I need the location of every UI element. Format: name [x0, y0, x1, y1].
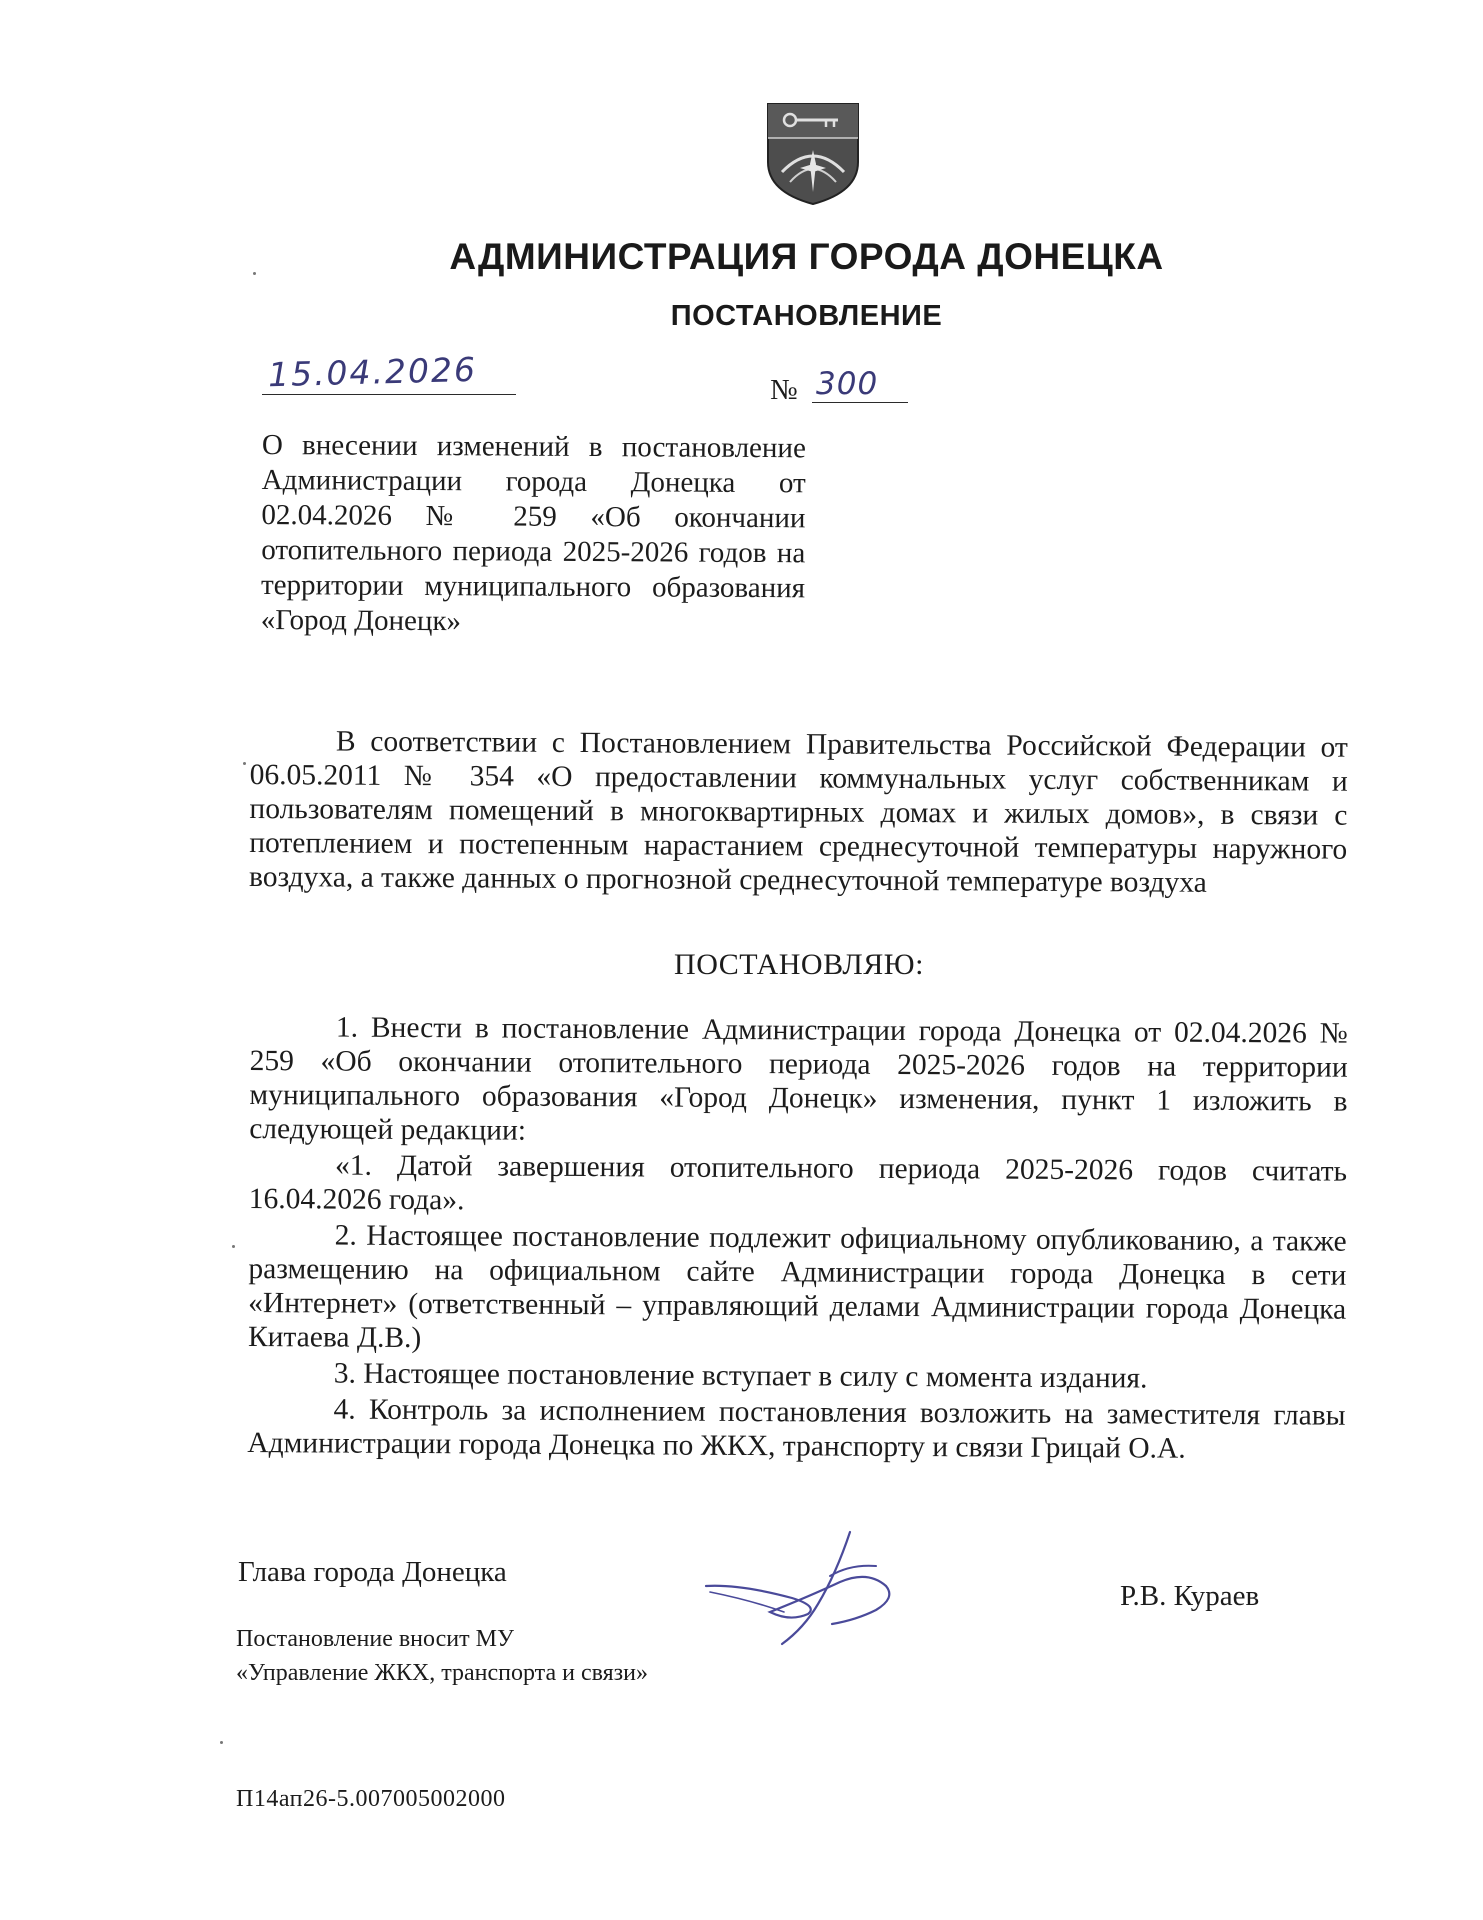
organization-title: АДМИНИСТРАЦИЯ ГОРОДА ДОНЕЦКА — [449, 236, 1164, 277]
document-number: 300 — [816, 366, 879, 402]
signatory-position: Глава города Донецка — [238, 1556, 507, 1588]
scan-speck — [220, 1741, 223, 1744]
coat-of-arms-emblem — [764, 100, 862, 206]
scan-speck — [243, 762, 246, 765]
introduced-by-note — [236, 1622, 648, 1690]
item-1: 1. Внести в постановление Администрации города Донецка от 02.04.2026 № 259 «Об окончании отопительного периода 2025-2026 годов на территории муниципального образования «Город Донецк» изменения, пункт 1 изложить в следующей редакции: — [249, 1011, 1348, 1147]
date-underline — [262, 394, 516, 395]
preamble-paragraph: В соответствии с Постановлением Правительства Российской Федерации от 06.05.2011 № 354 «О предоставлении коммунальных услуг собственникам и пользователям помещений в многоквартирных домах и жилых домов», в связи с потеплением и постепенным нарастанием среднесуточной температуры наружного воздуха, а также данных о прогнозной среднесуточной температуре воздуха — [248, 725, 1348, 899]
document-type-heading: ПОСТАНОВЛЕНИЕ — [670, 300, 943, 332]
preamble-section — [249, 724, 1348, 901]
item-1-quote: «1. Датой завершения отопительного периода 2025-2026 годов считать 16.04.2026 года». — [248, 1149, 1348, 1217]
introduced-by-line-2: «Управление ЖКХ, транспорта и связи» — [236, 1660, 648, 1686]
signatory-name: Р.В. Кураев — [1120, 1580, 1260, 1612]
handwritten-signature — [700, 1526, 910, 1646]
resolve-heading: ПОСТАНОВЛЯЮ: — [674, 948, 924, 981]
document-date: 15.04.2026 — [267, 349, 478, 395]
number-sign: № — [770, 374, 798, 406]
item-2: 2. Настоящее постановление подлежит официальному опубликованию, а также размещению на официальном сайте Администрации города Донецка в сети «Интернет» (ответственный – управляющий делами Администрации города Донецка Китаева Д.В.) — [247, 1219, 1347, 1355]
number-underline — [812, 402, 908, 403]
scan-speck — [253, 272, 256, 275]
resolution-items — [247, 1010, 1348, 1469]
document-code: П14ап26-5.007005002000 — [236, 1786, 506, 1812]
scan-speck — [232, 1245, 235, 1248]
document-subject: О внесении изменений в постановление Администрации города Донецка от 02.04.2026 № 259 «Об окончании отопительного периода 2025-2026 годов на территории муниципального образования «Город Донецк» — [260, 428, 806, 638]
introduced-by-line-1: Постановление вносит МУ — [236, 1626, 514, 1652]
item-3: 3. Настоящее постановление вступает в силу с момента издания. — [333, 1357, 1148, 1395]
item-4: 4. Контроль за исполнением постановления возложить на заместителя главы Администрации города Донецка по ЖКХ, транспорту и связи Грицай О.А. — [247, 1393, 1346, 1465]
